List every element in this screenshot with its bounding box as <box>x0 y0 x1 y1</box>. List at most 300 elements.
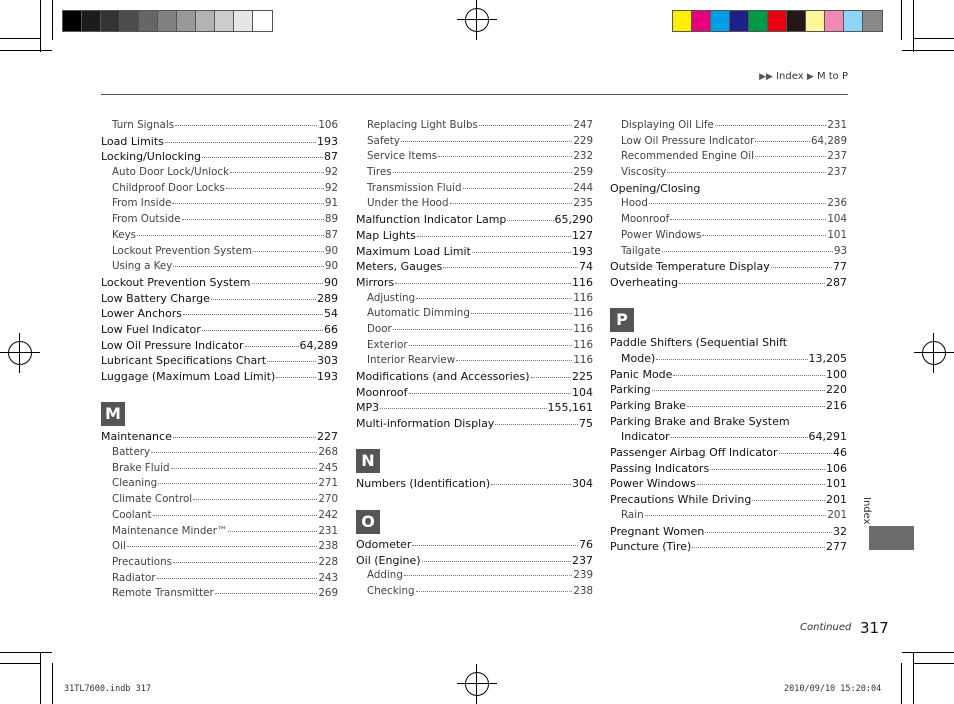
page-reference-link[interactable]: 116 <box>573 291 593 304</box>
page-reference-link[interactable]: 76 <box>579 537 593 551</box>
dot-leader <box>193 499 317 500</box>
entry-label: Parking Brake and Brake System <box>610 414 790 428</box>
dot-leader <box>173 266 324 267</box>
registration-mark-bottom <box>457 664 497 704</box>
page-reference-link[interactable]: 277 <box>826 540 847 554</box>
dot-leader <box>380 408 546 409</box>
color-swatch <box>120 11 139 31</box>
index-subentry <box>101 182 338 198</box>
dot-leader <box>395 283 571 284</box>
page-reference-link[interactable]: 91 <box>324 197 338 210</box>
entry-label: Rain <box>621 508 644 521</box>
index-subentry <box>101 446 338 462</box>
entry-label: Parking <box>610 383 651 397</box>
dot-leader <box>211 299 316 300</box>
dot-leader <box>153 515 318 516</box>
page-reference-link[interactable]: 89 <box>324 213 338 226</box>
crop-mark <box>52 0 53 40</box>
registration-mark-left <box>0 333 40 373</box>
color-swatch <box>101 11 120 31</box>
entry-label: Checking <box>367 584 415 597</box>
index-entry <box>356 554 593 570</box>
entry-label: Cleaning <box>112 477 158 490</box>
entry-label: Hood <box>621 197 648 210</box>
dot-leader <box>471 313 572 314</box>
index-subentry <box>356 323 593 339</box>
dot-leader <box>422 561 571 562</box>
color-swatch <box>234 11 253 31</box>
page-reference-link[interactable]: 220 <box>826 383 847 397</box>
dot-leader <box>649 203 826 204</box>
entry-label: Lower Anchors <box>101 307 182 321</box>
page-reference-link[interactable]: 92 <box>324 181 338 194</box>
page-reference-link[interactable]: 32 <box>833 524 847 538</box>
dot-leader <box>245 346 299 347</box>
index-subentry <box>610 166 847 182</box>
page-reference-link[interactable]: 104 <box>572 385 593 399</box>
page-reference-link[interactable]: 64,289 <box>299 338 338 352</box>
dot-leader <box>404 575 572 576</box>
page-reference-link[interactable]: 201 <box>827 508 847 521</box>
page-reference-link[interactable]: 247 <box>573 119 593 131</box>
index-entry <box>356 213 593 229</box>
continued-label: Continued <box>800 622 852 633</box>
page-reference-link[interactable]: 303 <box>317 354 338 368</box>
index-subentry <box>356 150 593 166</box>
dot-leader <box>752 500 825 501</box>
index-subentry <box>610 150 847 166</box>
dot-leader <box>267 361 316 362</box>
dot-leader <box>450 203 573 204</box>
registration-mark-right <box>914 333 954 373</box>
page-reference-link[interactable]: 90 <box>324 275 338 289</box>
color-swatch <box>253 11 272 31</box>
page-reference-link[interactable]: 64,289 <box>810 134 847 147</box>
entry-label: Displaying Oil Life <box>621 119 714 131</box>
page-reference-link[interactable]: 270 <box>318 493 338 506</box>
index-entry <box>610 336 847 352</box>
index-entry <box>356 386 593 402</box>
side-tab-label: Index <box>861 497 872 525</box>
index-entry <box>610 260 847 276</box>
dot-leader <box>697 484 825 485</box>
index-side-tab[interactable] <box>869 526 914 550</box>
entry-label: Passing Indicators <box>610 461 710 475</box>
index-subentry <box>101 525 338 541</box>
footer-file-info: 31TL7600.indb 317 <box>64 684 151 694</box>
color-swatch <box>673 11 692 31</box>
index-subentry <box>101 229 338 245</box>
crop-mark <box>901 0 902 40</box>
index-entry <box>610 383 847 399</box>
page-reference-link[interactable]: 216 <box>826 399 847 412</box>
dot-leader <box>531 377 571 378</box>
page-reference-link[interactable]: 127 <box>572 228 593 242</box>
page-reference-link[interactable]: 101 <box>826 477 847 491</box>
dot-leader <box>771 267 832 268</box>
page-reference-link[interactable]: 101 <box>827 228 847 241</box>
entry-label: Lockout Prevention System <box>101 275 251 289</box>
index-column-3 <box>610 119 847 556</box>
index-subentry <box>356 166 593 182</box>
dot-leader <box>175 125 317 126</box>
dot-leader <box>416 298 572 299</box>
entry-label: Load Limits <box>101 134 164 148</box>
entry-label: Puncture (Tire) <box>610 540 692 554</box>
index-entry <box>101 323 338 339</box>
index-entry <box>610 276 847 292</box>
index-column-2 <box>356 119 593 601</box>
dot-leader <box>393 329 573 330</box>
page-reference-link[interactable]: 304 <box>572 477 593 491</box>
index-subentry <box>356 339 593 355</box>
page-reference-link[interactable]: 289 <box>317 291 338 305</box>
page-reference-link[interactable]: 106 <box>826 461 847 475</box>
entry-label: Low Oil Pressure Indicator <box>621 134 755 147</box>
entry-label: Opening/Closing <box>610 181 701 195</box>
page-reference-link[interactable]: 116 <box>573 307 593 320</box>
entry-label: Using a Key <box>112 260 173 273</box>
gray-color-bar <box>62 10 273 32</box>
index-subentry <box>101 260 338 276</box>
page-reference-link[interactable]: 74 <box>579 260 593 274</box>
dot-leader <box>710 469 825 470</box>
page-reference-link[interactable]: 46 <box>833 446 847 460</box>
color-swatch <box>787 11 806 31</box>
color-swatch <box>711 11 730 31</box>
dot-leader <box>479 125 572 126</box>
page-reference-link[interactable]: 93 <box>833 244 847 257</box>
index-subentry <box>101 509 338 525</box>
page-reference-link[interactable]: 245 <box>318 461 338 474</box>
dot-leader <box>401 141 572 142</box>
page-reference-link[interactable]: 65,290 <box>554 213 593 227</box>
page-reference-link[interactable]: 75 <box>579 417 593 431</box>
page-reference-link[interactable]: 193 <box>317 370 338 383</box>
dot-leader <box>416 591 573 592</box>
entry-label: Indicator <box>621 430 670 444</box>
page-reference-link[interactable]: 116 <box>573 322 593 335</box>
page-reference-link[interactable]: 87 <box>324 150 338 164</box>
entry-label: Power Windows <box>610 477 696 491</box>
dot-leader <box>173 562 317 563</box>
entry-label: Brake Fluid <box>112 461 170 474</box>
index-entry <box>610 462 847 478</box>
entry-label: Low Battery Charge <box>101 291 210 305</box>
page-reference-link[interactable]: 104 <box>827 213 847 226</box>
entry-label: Adding <box>367 569 403 582</box>
entry-label: Tailgate <box>621 244 661 257</box>
entry-label: Maintenance <box>101 430 172 444</box>
index-subentry <box>101 556 338 572</box>
page-reference-link[interactable]: 155,161 <box>547 401 593 415</box>
page-reference-link[interactable]: 100 <box>826 367 847 381</box>
dot-leader <box>679 283 825 284</box>
entry-label: Modifications (and Accessories) <box>356 370 530 383</box>
page-reference-link[interactable]: 54 <box>324 307 338 321</box>
color-swatch <box>730 11 749 31</box>
entry-label: Meters, Gauges <box>356 260 443 274</box>
page-reference-link[interactable]: 201 <box>826 493 847 507</box>
index-entry <box>101 307 338 323</box>
dot-leader <box>157 578 318 579</box>
entry-label: Coolant <box>112 508 152 521</box>
entry-label: Oil <box>112 540 126 553</box>
dot-leader <box>165 142 316 143</box>
entry-label: Low Fuel Indicator <box>101 322 201 336</box>
index-subentry <box>610 119 847 135</box>
entry-label: Under the Hood <box>367 197 449 210</box>
index-entry <box>356 260 593 276</box>
index-subentry <box>101 572 338 588</box>
page-reference-link[interactable]: 232 <box>573 150 593 163</box>
dot-leader <box>495 424 578 425</box>
entry-label: Climate Control <box>112 493 193 506</box>
dot-leader <box>151 452 317 453</box>
entry-label: Oil (Engine) <box>356 553 421 567</box>
index-entry <box>610 399 847 415</box>
index-entry <box>610 415 847 431</box>
entry-label: Tires <box>367 166 392 179</box>
index-entry <box>610 493 847 509</box>
dot-leader <box>491 484 571 485</box>
dot-leader <box>412 545 578 546</box>
page-reference-link[interactable]: 259 <box>573 166 593 179</box>
dot-leader <box>702 235 826 236</box>
entry-label: MP3 <box>356 401 380 415</box>
entry-label: Panic Mode <box>610 367 673 381</box>
page-reference-link[interactable]: 228 <box>318 555 338 568</box>
index-subentry <box>610 135 847 151</box>
arrow-icon: ▶ <box>806 72 814 82</box>
page-reference-link[interactable]: 106 <box>318 119 338 131</box>
entry-label: Numbers (Identification) <box>356 477 491 491</box>
index-entry <box>356 538 593 554</box>
page-reference-link[interactable]: 244 <box>573 181 593 194</box>
dot-leader <box>127 546 318 547</box>
dot-leader <box>472 252 571 253</box>
dot-leader <box>662 251 833 252</box>
index-entry <box>356 229 593 245</box>
page-reference-link[interactable]: 269 <box>318 587 338 600</box>
entry-label: Lockout Prevention System <box>112 244 252 257</box>
page-reference-link[interactable]: 227 <box>317 430 338 444</box>
index-subentry <box>356 119 593 135</box>
color-swatch <box>692 11 711 31</box>
dot-leader <box>171 468 318 469</box>
index-subentry <box>356 182 593 198</box>
index-subentry <box>356 354 593 370</box>
index-entry <box>610 368 847 384</box>
crop-mark <box>0 652 52 653</box>
dot-leader <box>755 141 810 142</box>
dot-leader <box>507 220 553 221</box>
page-reference-link[interactable]: 239 <box>573 569 593 582</box>
dot-leader <box>276 377 316 378</box>
dot-leader <box>417 236 571 237</box>
index-entry <box>101 354 338 370</box>
dot-leader <box>652 390 825 391</box>
page-reference-link[interactable]: 64,291 <box>808 430 847 444</box>
index-subentry <box>610 245 847 261</box>
header-rule <box>101 94 848 95</box>
index-entry <box>356 276 593 292</box>
index-subentry <box>101 462 338 478</box>
index-subentry <box>356 585 593 601</box>
entry-label: Moonroof <box>621 213 670 226</box>
section-letter: N <box>356 449 380 473</box>
entry-label: Exterior <box>367 338 408 351</box>
index-entry <box>610 540 847 556</box>
dot-leader <box>443 267 578 268</box>
dot-leader <box>173 437 316 438</box>
index-subentry <box>356 197 593 213</box>
entry-label: Remote Transmitter <box>112 587 214 600</box>
process-color-bar <box>672 10 883 32</box>
index-subentry <box>356 307 593 323</box>
breadcrumb <box>759 71 848 82</box>
color-swatch <box>215 11 234 31</box>
index-entry <box>610 477 847 493</box>
color-swatch <box>863 11 882 31</box>
page-reference-link[interactable]: 90 <box>324 260 338 273</box>
index-entry <box>356 401 593 417</box>
page-reference-link[interactable]: 92 <box>324 166 338 179</box>
entry-label: Pregnant Women <box>610 524 705 538</box>
dot-leader <box>228 531 317 532</box>
color-swatch <box>825 11 844 31</box>
color-swatch <box>177 11 196 31</box>
entry-label: Precautions While Driving <box>610 493 752 507</box>
entry-label: Automatic Dimming <box>367 307 470 320</box>
section-letter: M <box>101 402 125 426</box>
index-entry <box>356 245 593 261</box>
page-reference-link[interactable]: 116 <box>573 338 593 351</box>
page-reference-link[interactable]: 87 <box>324 228 338 241</box>
crop-mark <box>40 652 41 704</box>
index-entry <box>101 430 338 446</box>
index-subentry <box>356 292 593 308</box>
page-reference-link[interactable]: 235 <box>573 197 593 210</box>
dot-leader <box>692 547 825 548</box>
entry-label: From Inside <box>112 197 172 210</box>
page-reference-link[interactable]: 236 <box>827 197 847 210</box>
page-reference-link[interactable]: 225 <box>572 370 593 383</box>
entry-label: Outside Temperature Display <box>610 260 770 274</box>
dot-leader <box>463 188 573 189</box>
page-reference-link[interactable]: 193 <box>317 134 338 148</box>
index-subentry <box>101 493 338 509</box>
page-reference-link[interactable]: 237 <box>572 553 593 567</box>
page-reference-link[interactable]: 237 <box>827 150 847 163</box>
entry-label: Locking/Unlocking <box>101 150 202 164</box>
dot-leader <box>645 515 827 516</box>
dot-leader <box>670 219 826 220</box>
dot-leader <box>252 283 323 284</box>
color-swatch <box>749 11 768 31</box>
crop-mark <box>40 0 41 52</box>
index-entry <box>610 352 847 368</box>
crop-mark <box>52 663 53 704</box>
index-subentry <box>101 540 338 556</box>
entry-label: Service Items <box>367 150 438 163</box>
registration-mark-top <box>457 0 497 40</box>
color-swatch <box>196 11 215 31</box>
page-reference-link[interactable]: 116 <box>572 275 593 289</box>
page-reference-link[interactable]: 13,205 <box>808 351 847 365</box>
crop-mark <box>0 663 40 664</box>
index-subentry <box>101 245 338 261</box>
dot-leader <box>705 532 832 533</box>
index-entry <box>101 339 338 355</box>
crop-mark <box>901 663 902 704</box>
page-reference-link[interactable]: 238 <box>573 584 593 597</box>
crop-mark <box>914 663 954 664</box>
page-reference-link[interactable]: 243 <box>318 571 338 584</box>
page-reference-link[interactable]: 271 <box>318 477 338 490</box>
page-reference-link[interactable]: 193 <box>572 244 593 258</box>
entry-label: Power Windows <box>621 228 702 241</box>
dot-leader <box>656 359 807 360</box>
page-reference-link[interactable]: 242 <box>318 508 338 521</box>
dot-leader <box>409 393 571 394</box>
index-entry <box>101 150 338 166</box>
index-entry <box>610 182 847 198</box>
entry-label: Safety <box>367 134 400 147</box>
dot-leader <box>715 125 827 126</box>
entry-label: Radiator <box>112 571 156 584</box>
page-reference-link[interactable]: 238 <box>318 540 338 553</box>
page-reference-link[interactable]: 268 <box>318 446 338 459</box>
index-column-1 <box>101 119 338 603</box>
dot-leader <box>673 375 825 376</box>
page-reference-link[interactable]: 287 <box>826 275 847 289</box>
index-subentry <box>356 569 593 585</box>
page-reference-link[interactable]: 231 <box>318 524 338 537</box>
index-entry <box>610 430 847 446</box>
entry-label: Recommended Engine Oil <box>621 150 754 163</box>
index-subentry <box>610 509 847 525</box>
entry-label: Low Oil Pressure Indicator <box>101 338 244 352</box>
index-subentry <box>101 119 338 135</box>
page-reference-link[interactable]: 90 <box>324 244 338 257</box>
page-reference-link[interactable]: 77 <box>833 260 847 274</box>
section-letter: P <box>610 308 634 332</box>
index-subentry <box>610 229 847 245</box>
page-reference-link[interactable]: 116 <box>573 354 593 367</box>
footer-timestamp: 2010/09/10 15:20:04 <box>784 684 882 694</box>
entry-label: Paddle Shifters (Sequential Shift <box>610 336 788 350</box>
page-reference-link[interactable]: 229 <box>573 134 593 147</box>
color-swatch <box>139 11 158 31</box>
entry-label: Battery <box>112 446 151 459</box>
index-entry <box>610 446 847 462</box>
page-reference-link[interactable]: 66 <box>324 322 338 336</box>
crop-mark <box>902 652 954 653</box>
index-subentry <box>101 587 338 603</box>
entry-label: Malfunction Indicator Lamp <box>356 213 507 227</box>
entry-label: Replacing Light Bulbs <box>367 119 478 131</box>
page-reference-link[interactable]: 237 <box>827 166 847 179</box>
entry-label: Map Lights <box>356 228 416 242</box>
color-swatch <box>158 11 177 31</box>
crop-mark <box>0 38 40 39</box>
entry-label: Maintenance Minder™ <box>112 524 228 537</box>
breadcrumb-index[interactable]: Index <box>776 71 804 82</box>
page-reference-link[interactable]: 231 <box>827 119 847 131</box>
entry-label: Mode) <box>621 351 656 365</box>
index-subentry <box>101 477 338 493</box>
